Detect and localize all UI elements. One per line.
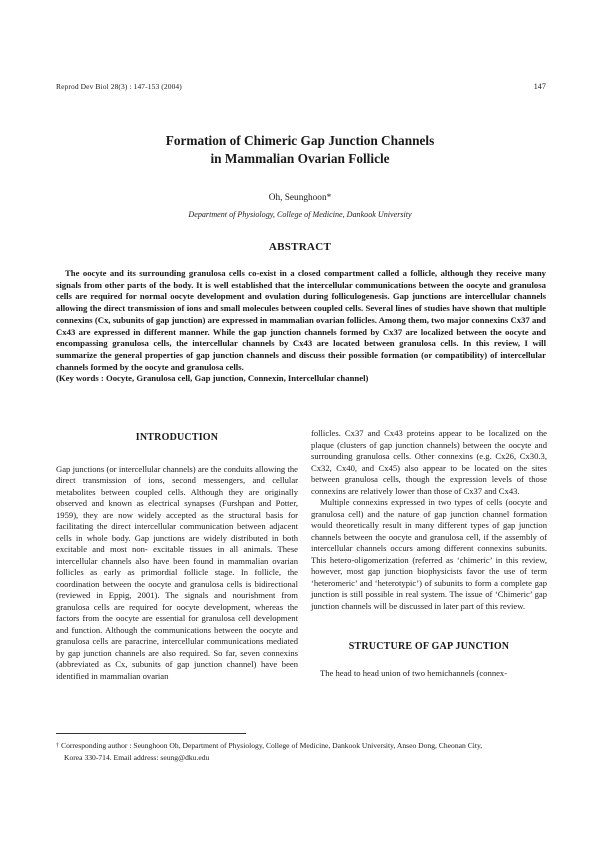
author-affiliation: Department of Physiology, College of Medicine, Dankook University — [188, 210, 412, 219]
right-column — [311, 428, 547, 679]
introduction-paragraph-1: Gap junctions (or intercellular channels) are the conduits allowing the direct transmission of ions, second messengers, and cellular metabolites between coupled cells. Although they are originally observed and known as electrical synapses (Furshpan and Potter, 1959), they are now widely accepted as the structural basis for facilitating the direct intercellular communication between adjacent cells in whole body. Gap junctions are widely distributed in both excitable and most non- excitable tissues in all animals. These intercellular channels also have been found in mammalian ovarian follicles as early as primordial follicle stage. In follicle, the coordination between the oocyte and granulosa cells is bidirectional (reviewed in Eppig, 2001). The signals and nourishment from granulosa cells are required for oocyte development, whereas the factors from the oocyte are essential for granulosa cell development and function. Although the communications between the oocyte and granulosa cells are paracrine, intercellular communications mediated by gap junction channels are also required. So far, seven connexins (abbreviated as Cx, subunits of gap junction channel) have been identified in mammalian ovarian — [56, 463, 298, 681]
article-title — [0, 132, 600, 168]
corresponding-author-footnote — [56, 740, 548, 764]
author-name: Oh, Seunghoon* — [268, 193, 332, 203]
page-number: 147 — [533, 82, 546, 91]
introduction-paragraph-2: Multiple connexins expressed in two types of cells (oocyte and granulosa cell) and the nature of gap junction channel formation would theoretically result in many different types of gap junction channels between the oocyte and granulosa cell, if the assembly of intercellular channels occurs among different connexins subunits. This hetero-oligomerization (referred as ‘chimeric’ in this review, however, most gap junction biophysicists favor the use of term ‘heteromeric’ and ‘heterotypic’) of subunits to form a complete gap junction is still possible in real system. The issue of ‘Chimeric’ gap junction channels will be discussed in later part of this review. — [311, 497, 547, 611]
footnote-text-1: Corresponding author : Seunghoon Oh, Department of Physiology, College of Medicine, Dankook University, Anseo Dong, Cheonan City, — [61, 741, 483, 750]
footnote-line-2: Korea 330-714. Email address: seung@dku.edu — [64, 753, 210, 762]
title-line-1: Formation of Chimeric Gap Junction Channels — [165, 133, 435, 148]
introduction-heading: INTRODUCTION — [135, 432, 219, 443]
footnote-divider — [56, 733, 246, 734]
abstract-keywords: (Key words : Oocyte, Granulosa cell, Gap junction, Connexin, Intercellular channel) — [56, 373, 369, 384]
abstract-body: The oocyte and its surrounding granulosa cells co-exist in a closed compartment called a follicle, although they receive many signals from other parts of the body. It is well established that the intercellular communications between the oocyte and granulosa cells are required for normal oocyte development and ovulation during folliculogenesis. Gap junctions are intercellular channels allowing the direct transmission of ions and small molecules between coupled cells. Several lines of studies have shown that multiple connexins (Cx, subunits of gap junction) are expressed in mammalian ovarian follicles. Among them, two major connexins Cx37 and Cx43 are expressed in different manner. While the gap junction channels formed by Cx37 are localized between the oocyte and encompassing granulosa cells, the intercellular channels by Cx43 are located between granulosa cells. In this review, I will summarize the general properties of gap junction channels and discuss their possible formation (or compatibility) of intercellular channels formed by the oocyte and granulosa cells. — [56, 268, 546, 372]
abstract-heading: ABSTRACT — [268, 241, 332, 253]
structure-paragraph-1: The head to head union of two hemichannels (connex- — [320, 667, 508, 678]
footnote-line-1 — [56, 740, 548, 752]
introduction-paragraph-1-continued: follicles. Cx37 and Cx43 proteins appear to be localized on the plaque (clusters of gap junction channels) between the oocyte and surrounding granulosa cells. Other connexins (e.g. Cx26, Cx30.3, Cx32, Cx40, and Cx45) also appear to be located on the sites between granulosa cells, though the expression levels of those connexins are relatively lower than those of Cx37 and Cx43. — [311, 428, 547, 496]
footnote-mark: † — [56, 743, 59, 749]
abstract — [56, 268, 546, 385]
running-header — [56, 82, 546, 94]
title-line-2: in Mammalian Ovarian Follicle — [210, 151, 390, 166]
journal-citation: Reprod Dev Biol 28(3) : 147-153 (2004) — [56, 82, 182, 91]
structure-heading: STRUCTURE OF GAP JUNCTION — [348, 641, 510, 652]
left-column — [56, 428, 298, 682]
